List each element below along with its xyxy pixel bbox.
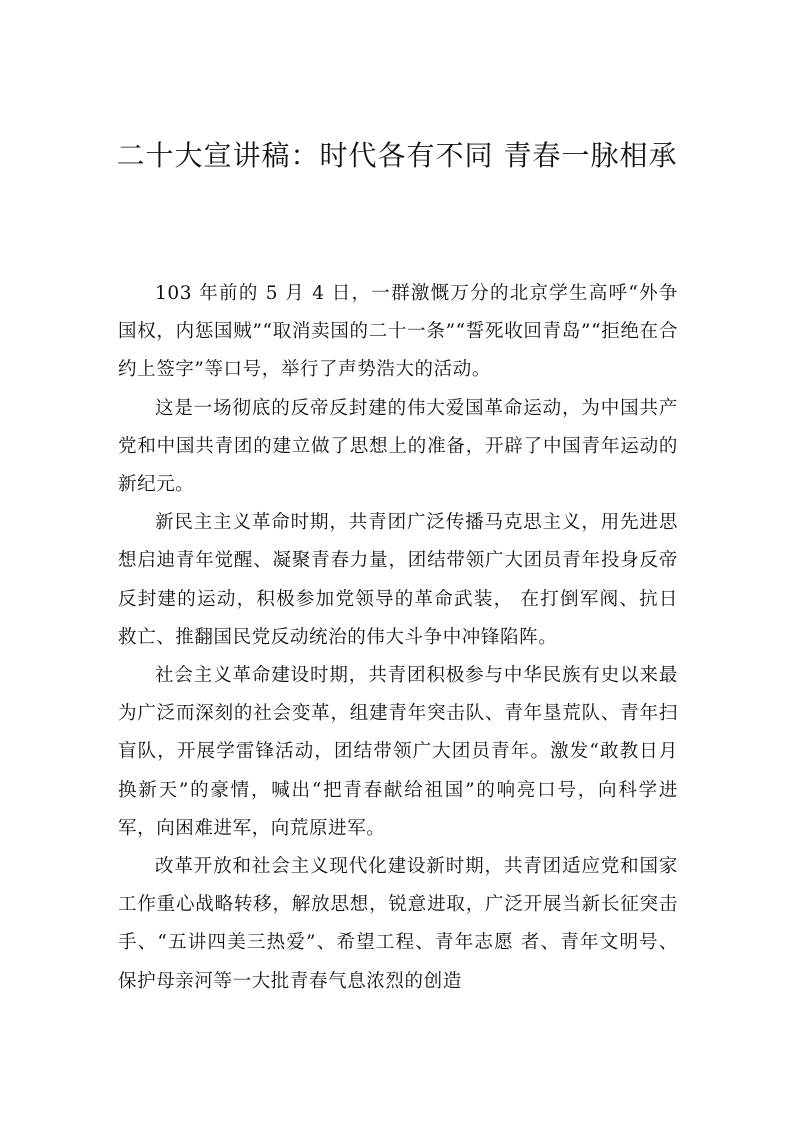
paragraph: 这是一场彻底的反帝反封建的伟大爱国革命运动，为中国共产党和中国共青团的建立做了思想上的准备，开辟了中国青年运动的新纪元。 [118, 397, 678, 496]
paragraph: 新民主主义革命时期，共青团广泛传播马克思主义，用先进思想启迪青年觉醒、凝聚青春力量，团结带领广大团员青年投身反帝反封建的运动，积极参加党领导的革命武装， 在打倒军阀、抗日救亡、推翻国民党反动统治的伟大斗争中冲锋陷阵。 [118, 512, 678, 648]
paragraph: 103 年前的 5 月 4 日，一群激慨万分的北京学生高呼“外争国权，内惩国贼”“取消卖国的二十一条”“誓死收回青岛”“拒绝在合约上签字”等口号，举行了声势浩大的活动。 [118, 283, 678, 381]
paragraph: 改革开放和社会主义现代化建设新时期，共青团适应党和国家工作重心战略转移，解放思想，锐意进取，广泛开展当新长征突击手、“五讲四美三热爱”、希望工程、青年志愿 者、青年文明号、保护母亲河等一大批青春气息浓烈的创造 [118, 856, 678, 992]
document-title: 二十大宣讲稿：时代各有不同 青春一脉相承 [116, 139, 678, 172]
paragraph: 社会主义革命建设时期，共青团积极参与中华民族有史以来最为广泛而深刻的社会变革，组建青年突击队、青年垦荒队、青年扫盲队，开展学雷锋活动，团结带领广大团员青年。激发“敢教日月换新天”的豪情，喊出“把青春献给祖国”的响亮口号，向科学进军，向困难进军，向荒原进军。 [118, 665, 678, 839]
document-body [118, 275, 678, 1001]
